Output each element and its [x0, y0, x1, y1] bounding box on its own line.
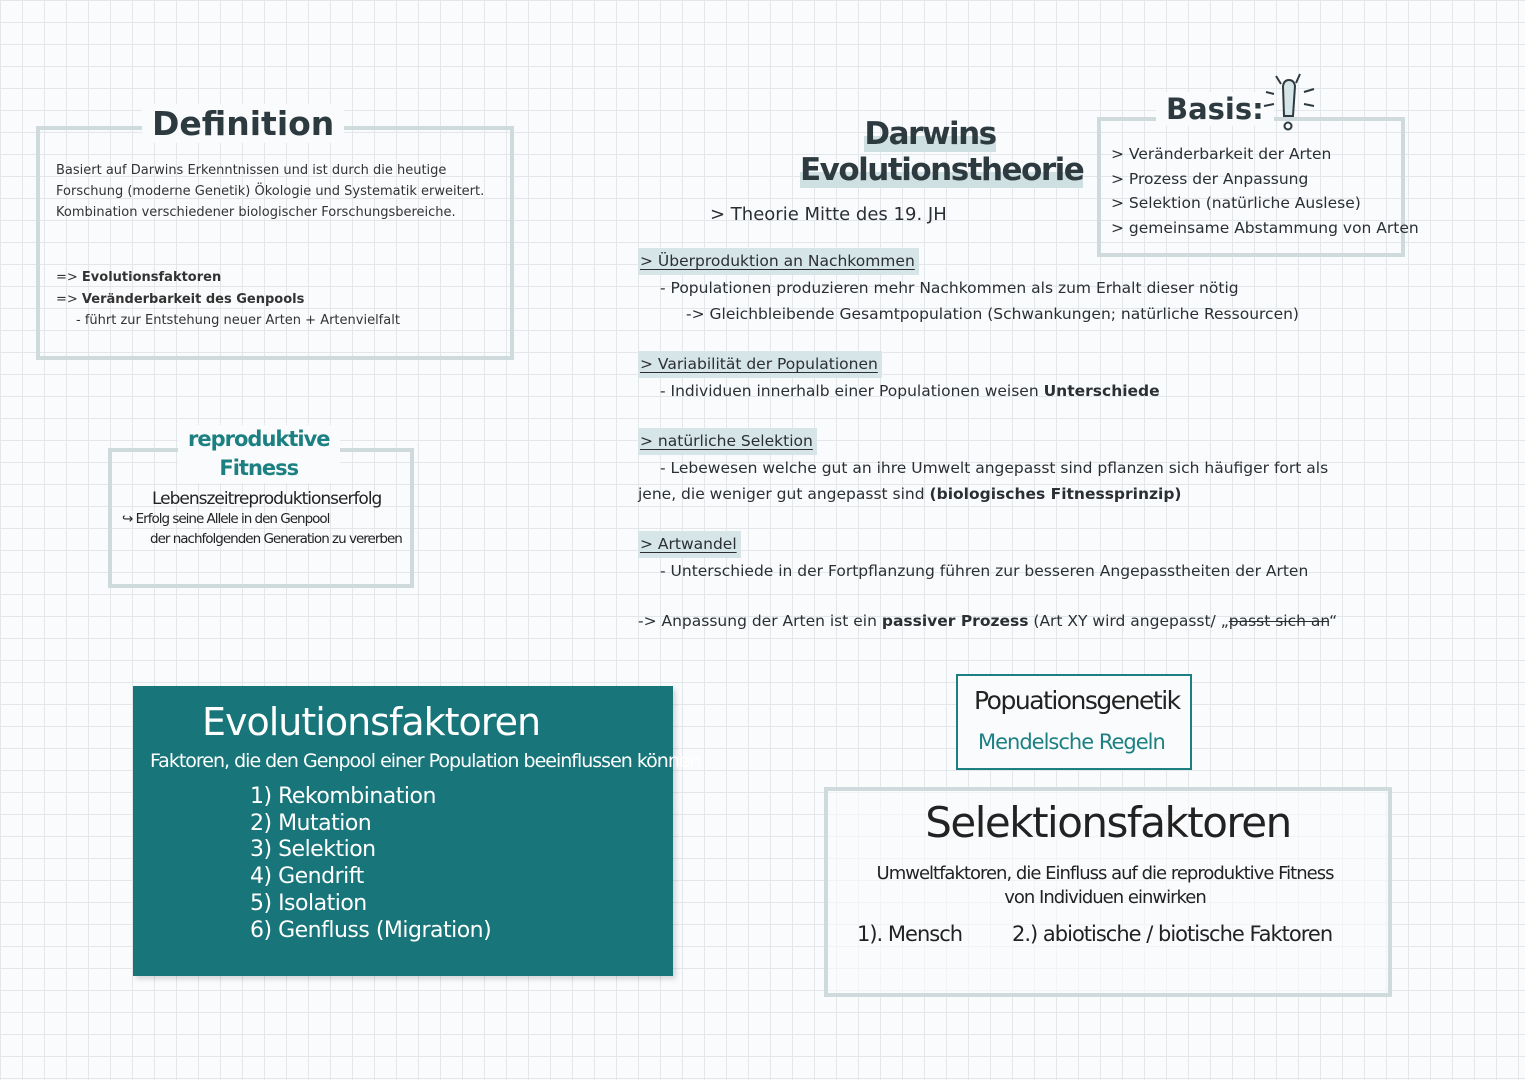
exclamation-icon — [1262, 70, 1318, 132]
section-selektion: > natürliche Selektion - Lebewesen welche gut an ihre Umwelt angepasst sind pflanzen sich häufiger fort als jene, die weniger gut angepasst sind (biologisches Fitnessprinzip) — [638, 428, 1328, 507]
basis-item-2: > Prozess der Anpassung — [1111, 169, 1309, 188]
definition-item-1: => Evolutionsfaktoren — [56, 270, 222, 285]
basis-item-4: > gemeinsame Abstammung von Arten — [1111, 218, 1419, 237]
definition-body: Basiert auf Darwins Erkenntnissen und ist durch die heutige Forschung (moderne Genetik) Ökologie und Systematik erweitert. Kombination verschiedener biologischer Forschungsbereiche. — [56, 163, 485, 220]
section-artwandel: > Artwandel - Unterschiede in der Fortpflanzung führen zur besseren Angepasstheiten der Arten — [638, 531, 1308, 584]
basis-title: Basis: — [1156, 92, 1274, 126]
basis-list — [1111, 142, 1419, 240]
fitness-line-1: Lebenszeitreproduktionserfolg — [152, 489, 382, 509]
list-item: 4) Gendrift — [250, 864, 364, 890]
definition-item-2: => Veränderbarkeit des Genpools — [56, 291, 305, 307]
darwin-theory-line: > Theorie Mitte des 19. JH — [710, 204, 947, 225]
list-item: 6) Genfluss (Migration) — [250, 917, 492, 943]
list-item: 2) Mutation — [250, 810, 372, 836]
evolutionsfaktoren-subtitle: Faktoren, die den Genpool einer Population beeinflussen können — [150, 750, 701, 772]
selektionsfaktor-1: 1). Mensch — [857, 922, 963, 946]
evolutionsfaktoren-list — [250, 784, 491, 944]
fitness-line-2: ↪ Erfolg seine Allele in den Genpool — [122, 511, 330, 527]
selektionsfaktoren-subtitle: Umweltfaktoren, die Einfluss auf die reproduktive Fitness von Individuen einwirken — [876, 863, 1334, 908]
definition-list — [56, 267, 496, 332]
basis-item-1: > Veränderbarkeit der Arten — [1111, 145, 1332, 163]
fitness-line-3: der nachfolgenden Generation zu vererben — [150, 531, 402, 547]
evolutionsfaktoren-title: Evolutionsfaktoren — [202, 700, 541, 744]
selektionsfaktor-2: 2.) abiotische / biotische Faktoren — [1012, 922, 1333, 946]
definition-title: Definition — [142, 104, 344, 143]
fitness-body — [122, 489, 402, 549]
section-ueberproduktion: > Überproduktion an Nachkommen - Populationen produzieren mehr Nachkommen als zum Erhalt dieser nötig -> Gleichbleibende Gesamtpopulation (Schwankungen; natürliche Ressourcen) — [638, 248, 1299, 327]
hook-arrow-icon: ↪ — [122, 511, 133, 527]
popgen-subtitle: Mendelsche Regeln — [978, 730, 1165, 754]
list-item: 3) Selektion — [250, 837, 376, 863]
fitness-title: reproduktive Fitness — [178, 425, 340, 483]
section-variabilitaet: > Variabilität der Populationen - Individuen innerhalb einer Populationen weisen Unterschiede — [638, 351, 1160, 404]
section-heading-artwandel: > Artwandel — [638, 531, 741, 558]
selektionsfaktoren-title: Selektionsfaktoren — [925, 798, 1291, 847]
section-heading-ueberproduktion: > Überproduktion an Nachkommen — [638, 248, 919, 275]
section-heading-selektion: > natürliche Selektion — [638, 428, 817, 455]
section-heading-variabilitaet: > Variabilität der Populationen — [638, 351, 882, 378]
list-item: 5) Isolation — [250, 890, 367, 916]
basis-item-3: > Selektion (natürliche Auslese) — [1111, 194, 1361, 212]
list-item: 1) Rekombination — [250, 784, 436, 809]
conclusion-line: -> Anpassung der Arten ist ein passiver Prozess (Art XY wird angepasst/ „passt sich an“ — [638, 612, 1338, 630]
darwin-title: Darwins Evolutionstheorie — [800, 116, 1084, 188]
definition-subitem: - führt zur Entstehung neuer Arten + Artenvielfalt — [76, 313, 400, 328]
popgen-title: Popuationsgenetik — [974, 686, 1180, 715]
